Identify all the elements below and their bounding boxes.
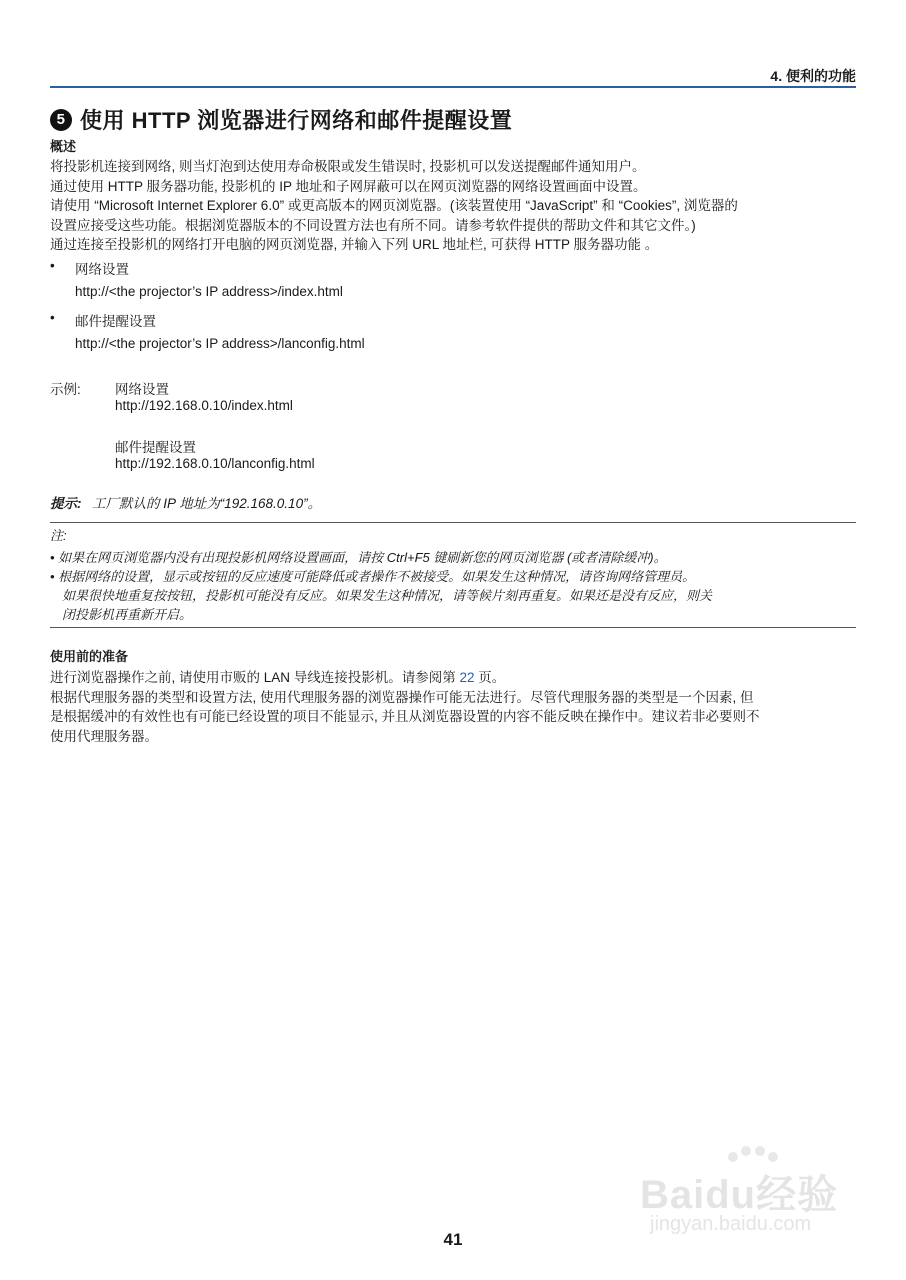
example-label: 示例:: [50, 382, 81, 397]
tip-block: [50, 492, 856, 512]
chapter-rule: [50, 86, 856, 88]
note-bottom-rule: [50, 627, 856, 628]
note-item-continuation: 闭投影机再重新开启。: [62, 607, 193, 622]
prep-text: [50, 668, 856, 746]
chapter-title: 4. 便利的功能: [770, 68, 856, 84]
section-number-badge: 5: [50, 109, 72, 131]
overview-line: 设置应接受这些功能。根据浏览器版本的不同设置方法也有所不同。请参考软件提供的帮助文件和其它文件。): [50, 217, 696, 233]
note-item: • 如果在网页浏览器内没有出现投影机网络设置画面，请按 Ctrl+F5 键刷新您的网页浏览器 (或者清除缓冲)。: [50, 550, 667, 565]
example-item-label: 邮件提醒设置: [115, 440, 196, 455]
url-list: [50, 256, 856, 366]
example-item-url: http://192.168.0.10/lanconfig.html: [115, 456, 315, 471]
tip-label: 提示:: [50, 496, 82, 511]
list-item-label: 邮件提醒设置: [75, 314, 156, 329]
example-item-label: 网络设置: [115, 382, 169, 397]
prep-line1-tail: 页。: [474, 670, 506, 685]
prep-line1-text: 进行浏览器操作之前, 请使用市贩的 LAN 导线连接投影机。请参阅第: [50, 670, 460, 685]
list-item-url: http://<the projector’s IP address>/lanconfig.html: [75, 336, 365, 351]
overview-text: [50, 157, 856, 255]
note-item-continuation: 如果很快地重复按按钮，投影机可能没有反应。如果发生这种情况，请等候片刻再重复。如果还是没有反应，则关: [62, 588, 713, 603]
watermark-logo: Baidu经验: [640, 1173, 839, 1217]
bullet-icon: •: [50, 310, 55, 325]
prep-line: 根据代理服务器的类型和设置方法, 使用代理服务器的浏览器操作可能无法进行。尽管代理服务器的类型是一个因素, 但: [50, 689, 754, 705]
tip-text: 工厂默认的 IP 地址为“192.168.0.10”。: [92, 496, 322, 511]
note-label: 注:: [50, 528, 67, 543]
page-ref-link[interactable]: 22: [459, 670, 475, 685]
list-item-url: http://<the projector’s IP address>/index.html: [75, 284, 343, 299]
overview-line: 通过使用 HTTP 服务器功能, 投影机的 IP 地址和子网屏蔽可以在网页浏览器的网络设置画面中设置。: [50, 178, 647, 194]
section-title: 使用 HTTP 浏览器进行网络和邮件提醒设置: [80, 108, 513, 133]
bullet-icon: •: [50, 258, 55, 273]
prep-heading: 使用前的准备: [50, 649, 129, 664]
prep-line: [50, 668, 856, 688]
list-item-label: 网络设置: [75, 262, 129, 277]
overview-line: 通过连接至投影机的网络打开电脑的网页浏览器, 并输入下列 URL 地址栏, 可获得 HTTP 服务器功能 。: [50, 237, 659, 252]
section-heading: [50, 104, 512, 135]
note-top-rule: [50, 522, 856, 523]
note-item: • 根据网络的设置，显示或按钮的反应速度可能降低或者操作不被接受。如果发生这种情况，请咨询网络管理员。: [50, 569, 696, 584]
prep-line: 使用代理服务器。: [50, 728, 158, 744]
example-block: [50, 376, 856, 476]
page-number: 41: [443, 1230, 463, 1249]
overview-line: 请使用 “Microsoft Internet Explorer 6.0” 或更高版本的网页浏览器。(该装置使用 “JavaScript” 和 “Cookies”, 浏览器的: [50, 198, 738, 213]
overview-heading: 概述: [50, 139, 77, 154]
example-item-url: http://192.168.0.10/index.html: [115, 398, 293, 413]
prep-line: 是根据缓冲的有效性也有可能已经设置的项目不能显示, 并且从浏览器设置的内容不能反映在操作中。建议若非必要则不: [50, 709, 760, 724]
overview-line: 将投影机连接到网络, 则当灯泡到达使用寿命极限或发生错误时, 投影机可以发送提醒邮件通知用户。: [50, 159, 646, 174]
note-list: [50, 548, 856, 624]
watermark-url: jingyan.baidu.com: [650, 1213, 812, 1235]
